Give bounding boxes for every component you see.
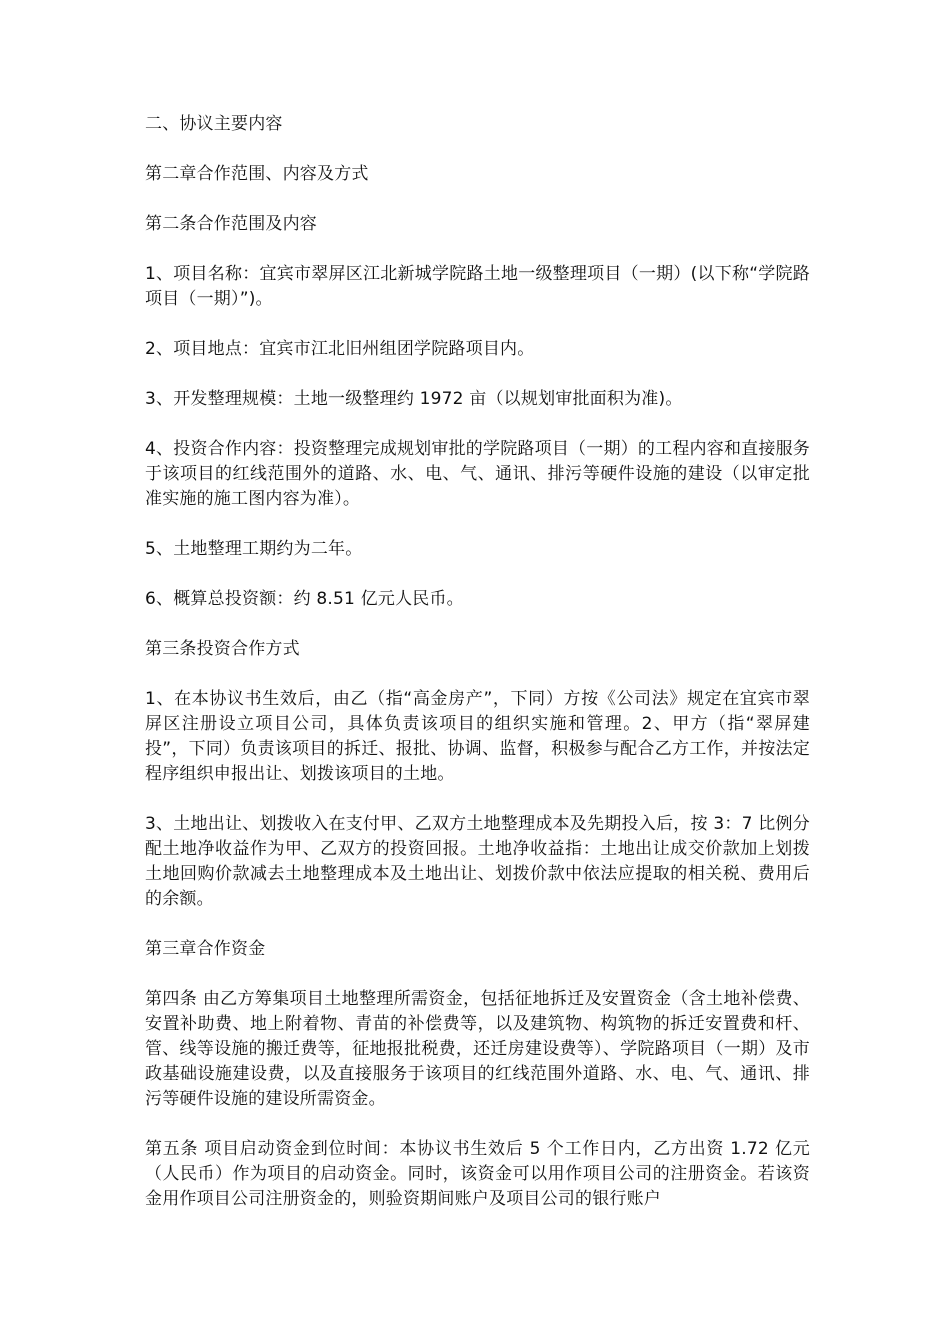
section-heading: 二、协议主要内容 [145, 114, 283, 134]
chapter-heading: 第二章合作范围、内容及方式 [145, 164, 369, 184]
paragraph: 2、项目地点：宜宾市江北旧州组团学院路项目内。 [145, 339, 535, 359]
document-page [145, 112, 810, 1237]
paragraph: 1、在本协议书生效后，由乙（指“高金房产”，下同）方按《公司法》规定在宜宾市翠屏区注册设立项目公司，具体负责该项目的组织实施和管理。2、甲方（指“翠屏建投”，下同）负责该项目的拆迁、报批、协调、监督，积极参与配合乙方工作，并按法定程序组织申报出让、划拨该项目的土地。 [145, 689, 810, 784]
paragraph: 6、概算总投资额：约 8.51 亿元人民币。 [145, 589, 464, 609]
chapter-heading: 第三章合作资金 [145, 939, 266, 959]
paragraph: 3、开发整理规模：土地一级整理约 1972 亩（以规划审批面积为准)。 [145, 389, 683, 409]
paragraph: 5、土地整理工期约为二年。 [145, 539, 363, 559]
paragraph: 3、土地出让、划拨收入在支付甲、乙双方土地整理成本及先期投入后，按 3：7 比例分配土地净收益作为甲、乙双方的投资回报。土地净收益指：土地出让成交价款加上划拨土地回购价款减去土地整理成本及土地出让、划拨价款中依法应提取的相关税、费用后的余额。 [145, 814, 810, 909]
paragraph: 第五条 项目启动资金到位时间：本协议书生效后 5 个工作日内，乙方出资 1.72 亿元（人民币）作为项目的启动资金。同时，该资金可以用作项目公司的注册资金。若该资金用作项目公司注册资金的，则验资期间账户及项目公司的银行账户 [145, 1139, 810, 1209]
article-heading: 第三条投资合作方式 [145, 639, 300, 659]
article-heading: 第二条合作范围及内容 [145, 214, 317, 234]
paragraph: 第四条 由乙方筹集项目土地整理所需资金，包括征地拆迁及安置资金（含土地补偿费、安置补助费、地上附着物、青苗的补偿费等，以及建筑物、构筑物的拆迁安置费和杆、管、线等设施的搬迁费等，征地报批税费，还迁房建设费等）、学院路项目（一期）及市政基础设施建设费，以及直接服务于该项目的红线范围外道路、水、电、气、通讯、排污等硬件设施的建设所需资金。 [145, 989, 810, 1109]
paragraph: 1、项目名称：宜宾市翠屏区江北新城学院路土地一级整理项目（一期）(以下称“学院路项目（一期）”)。 [145, 264, 810, 309]
paragraph: 4、投资合作内容：投资整理完成规划审批的学院路项目（一期）的工程内容和直接服务于该项目的红线范围外的道路、水、电、气、通讯、排污等硬件设施的建设（以审定批准实施的施工图内容为准）。 [145, 439, 810, 509]
